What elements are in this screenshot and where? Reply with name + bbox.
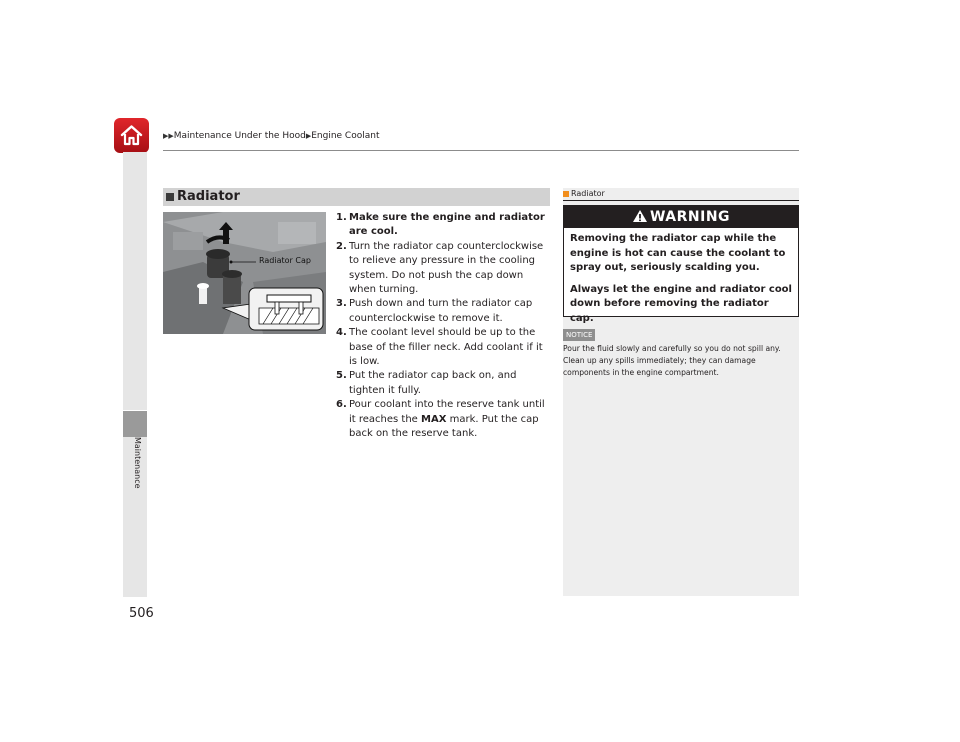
side-strip [123, 152, 147, 410]
triangle-right-icon: ▶ [305, 132, 312, 140]
step-text: Make sure the engine and radiator are cool. [349, 212, 545, 238]
warning-body [570, 232, 794, 334]
step-item [336, 211, 550, 240]
page-number: 506 [129, 606, 154, 621]
step-number: 4. [336, 327, 347, 339]
chapter-tab[interactable] [123, 411, 147, 437]
step-text: Push down and turn the radiator cap counterclockwise to remove it. [349, 298, 533, 324]
triangle-right-icon: ▶▶ [163, 132, 174, 140]
step-item [336, 326, 550, 369]
sidebar-heading[interactable] [563, 189, 605, 198]
section-header [163, 188, 550, 206]
home-button[interactable] [114, 118, 149, 153]
chapter-tab-label: Maintenance [133, 437, 142, 489]
notice-badge: NOTICE [563, 329, 595, 341]
step-text: Pour coolant into the reserve tank until it reaches the [349, 399, 545, 425]
reference-marker-icon [563, 191, 569, 197]
section-title: Radiator [177, 189, 240, 204]
warning-paragraph: Always let the engine and radiator cool down before removing the radiator cap. [570, 283, 792, 324]
step-text: The coolant level should be up to the base of the filler neck. Add coolant if it is low. [349, 327, 543, 368]
home-icon [119, 123, 144, 148]
sidebar-heading-text: Radiator [571, 189, 605, 198]
step-number: 3. [336, 298, 347, 310]
breadcrumb-item[interactable]: Engine Coolant [311, 131, 380, 141]
step-number: 6. [336, 399, 347, 411]
breadcrumb-item[interactable]: Maintenance Under the Hood [173, 131, 306, 141]
warning-box [563, 205, 799, 324]
radiator-illustration [163, 212, 326, 334]
callout-label: Radiator Cap [259, 256, 311, 265]
warning-triangle-icon [632, 209, 648, 223]
step-text: Put the radiator cap back on, and tighten it fully. [349, 370, 517, 396]
breadcrumb [163, 131, 379, 141]
step-number: 1. [336, 212, 347, 223]
step-text: Turn the radiator cap counterclockwise to relieve any pressure in the cooling system. Do not push the cap down when turning. [349, 240, 544, 296]
step-item [336, 369, 550, 398]
warning-paragraph: Removing the radiator cap while the engine is hot can cause the coolant to spray out, seriously scalding you. [570, 233, 786, 274]
step-number: 2. [336, 240, 347, 252]
square-bullet-icon [166, 193, 174, 201]
notice-text: Pour the fluid slowly and carefully so you do not spill any. Clean up any spills immediately; they can damage components in the engine compartment. [563, 344, 781, 377]
sidebar-divider [563, 200, 799, 201]
step-item [336, 240, 550, 298]
step-item [336, 398, 550, 441]
procedure-steps [336, 211, 550, 442]
step-item [336, 297, 550, 326]
step-text-emphasis: MAX [421, 413, 447, 425]
step-text: mark. Put the cap back on the reserve tank. [349, 413, 539, 440]
engine-photo [163, 212, 326, 334]
warning-title-bar [564, 206, 798, 228]
step-number: 5. [336, 370, 347, 382]
warning-title: WARNING [649, 209, 731, 225]
header-divider [163, 150, 799, 151]
